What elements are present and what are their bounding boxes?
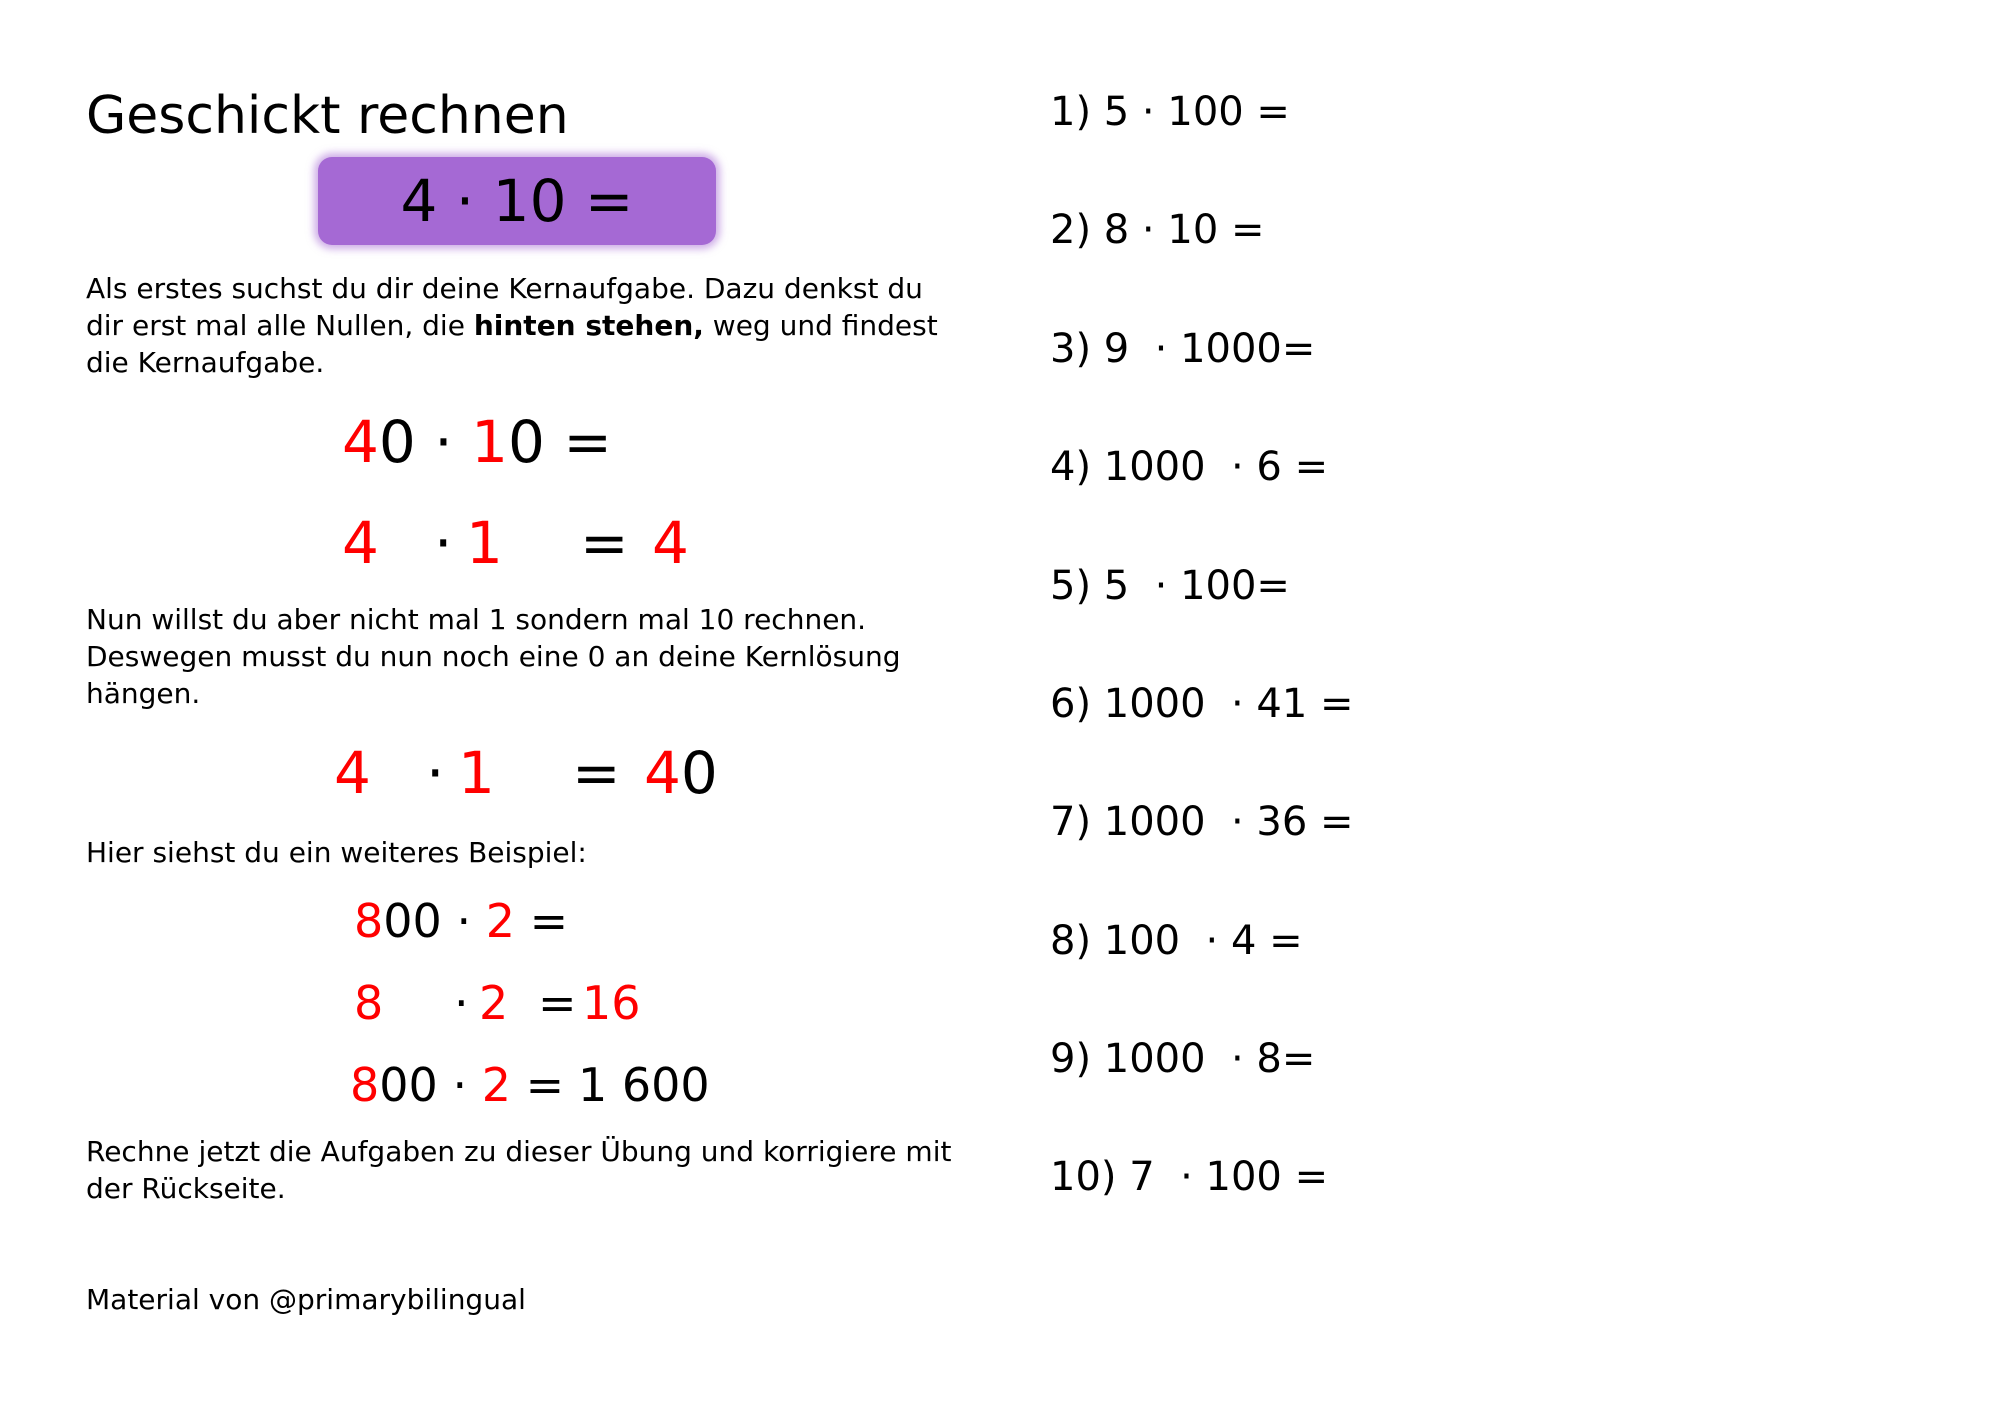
example1-line1-b-zero: 0	[508, 408, 545, 476]
example3-line1-dot: ·	[441, 894, 486, 948]
intro-paragraph	[86, 270, 966, 381]
example3-line3-a-zeros: 00	[379, 1058, 438, 1112]
task-item-3: 3) 9 · 1000=	[1050, 326, 1316, 372]
intro-text-after: weg und findest die Kernaufgabe.	[86, 309, 938, 379]
example3-line3-a-digit: 8	[350, 1058, 380, 1112]
example3-line1	[354, 895, 568, 947]
example3-line3-result: 1 600	[578, 1058, 710, 1112]
task-item-5: 5) 5 · 100=	[1050, 563, 1290, 609]
example1-line1-a-zero: 0	[378, 408, 416, 476]
example1-line1	[342, 410, 612, 474]
example1-line1-dot: ·	[415, 408, 472, 476]
example3-line3-equals: =	[510, 1058, 565, 1112]
example3-line3	[350, 1059, 564, 1111]
example-badge	[318, 157, 716, 245]
task-item-9: 9) 1000 · 8=	[1050, 1036, 1316, 1082]
example3-line1-b: 2	[485, 894, 515, 948]
example2-result	[644, 741, 718, 805]
example1-line1-b-digit: 1	[471, 408, 509, 476]
example2-a: 4	[334, 739, 371, 807]
example2-result-digit: 4	[644, 739, 681, 807]
example2-equals: =	[572, 739, 621, 807]
example2-dot: ·	[426, 739, 445, 807]
example3-line1-a-digit: 8	[354, 894, 384, 948]
task-item-10: 10) 7 · 100 =	[1050, 1154, 1329, 1200]
example1-line1-a-digit: 4	[342, 408, 379, 476]
example2-result-zero: 0	[680, 739, 718, 807]
example3-line3-b: 2	[481, 1058, 511, 1112]
paragraph-3: Hier siehst du ein weiteres Beispiel:	[86, 836, 587, 869]
example3-line2-dot: ·	[454, 976, 469, 1030]
page-title: Geschickt rechnen	[86, 86, 569, 146]
paragraph-2: Nun willst du aber nicht mal 1 sondern mal 10 rechnen. Deswegen musst du nun noch eine 0 an deine Kernlösung hängen.	[86, 603, 901, 710]
example3-line2-equals: =	[538, 976, 577, 1030]
example1-line2-b: 1	[466, 509, 503, 577]
example1-line2-dot: ·	[434, 509, 453, 577]
example3-line1-a-zeros: 00	[383, 894, 442, 948]
task-item-6: 6) 1000 · 41 =	[1050, 681, 1354, 727]
intro-text-bold: hinten stehen,	[473, 309, 704, 342]
footer-credit: Material von @primarybilingual	[86, 1283, 526, 1316]
example3-line2-b: 2	[479, 976, 509, 1030]
example1-line2-result: 4	[652, 509, 689, 577]
example1-line1-equals: =	[544, 408, 612, 476]
example3-line1-equals: =	[514, 894, 569, 948]
task-item-8: 8) 100 · 4 =	[1050, 918, 1303, 964]
example3-line3-dot: ·	[437, 1058, 482, 1112]
paragraph-4: Rechne jetzt die Aufgaben zu dieser Übung und korrigiere mit der Rückseite.	[86, 1135, 952, 1205]
example3-line2-result: 16	[582, 976, 641, 1030]
task-item-4: 4) 1000 · 6 =	[1050, 444, 1329, 490]
example3-line2-a: 8	[354, 976, 384, 1030]
example1-line2-equals: =	[580, 509, 629, 577]
intro-text-before: Als erstes suchst du dir deine Kernaufgabe. Dazu denkst du dir erst mal alle Nullen, die	[86, 272, 923, 342]
example1-line2-a: 4	[342, 509, 379, 577]
badge-text: 4 · 10 =	[400, 167, 634, 235]
example2-b: 1	[458, 739, 495, 807]
task-item-1: 1) 5 · 100 =	[1050, 89, 1290, 135]
task-item-2: 2) 8 · 10 =	[1050, 207, 1265, 253]
task-item-7: 7) 1000 · 36 =	[1050, 799, 1354, 845]
